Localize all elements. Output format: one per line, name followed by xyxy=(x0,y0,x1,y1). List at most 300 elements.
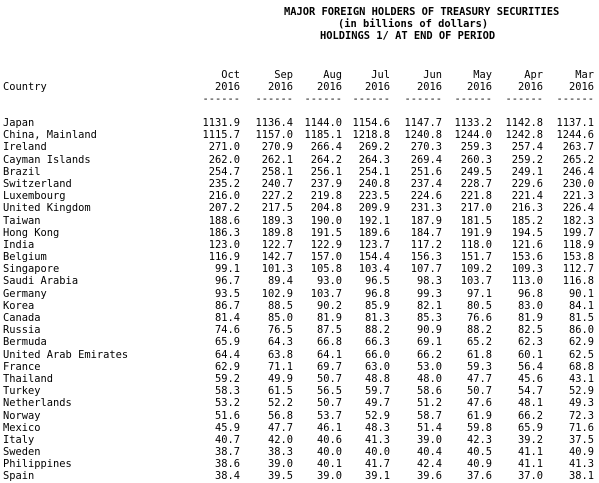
holding-value: 235.2 xyxy=(208,177,240,190)
holding-value: 217.5 xyxy=(261,202,293,215)
holding-value: 227.2 xyxy=(261,190,293,203)
header-dashes: ------ xyxy=(352,93,390,105)
holding-value: 81.9 xyxy=(316,312,342,324)
holding-value: 62.3 xyxy=(517,336,543,349)
holding-value: 224.6 xyxy=(410,190,442,203)
holding-value: 188.6 xyxy=(208,214,240,227)
holding-value: 221.4 xyxy=(511,190,543,203)
table-row xyxy=(0,373,599,385)
table-row xyxy=(0,446,599,458)
country-name: Ireland xyxy=(3,141,47,154)
holding-value: 121.6 xyxy=(511,238,543,251)
table-row xyxy=(0,154,599,166)
holding-value: 109.3 xyxy=(511,263,543,276)
holding-value: 41.1 xyxy=(517,446,543,459)
holding-value: 41.1 xyxy=(517,458,543,471)
holding-value: 39.0 xyxy=(316,470,342,483)
holding-value: 59.7 xyxy=(364,385,390,398)
table-row xyxy=(0,458,599,470)
month-header: Jul xyxy=(371,69,390,81)
holding-value: 81.3 xyxy=(364,312,390,324)
holding-value: 263.7 xyxy=(562,141,594,154)
table-row xyxy=(0,434,599,446)
holding-value: 93.0 xyxy=(316,275,342,288)
holding-value: 265.2 xyxy=(562,153,594,166)
year-header: 2016 xyxy=(214,81,240,93)
holding-value: 221.8 xyxy=(460,190,492,203)
country-name: Germany xyxy=(3,287,47,300)
holding-value: 63.8 xyxy=(267,348,293,361)
holding-value: 1115.7 xyxy=(202,129,240,142)
holding-value: 66.3 xyxy=(364,336,390,349)
holding-value: 187.9 xyxy=(410,214,442,227)
holding-value: 40.7 xyxy=(214,433,240,446)
holding-value: 59.2 xyxy=(214,372,240,385)
holding-value: 262.0 xyxy=(208,153,240,166)
holding-value: 81.4 xyxy=(214,312,240,324)
table-row xyxy=(0,385,599,397)
holding-value: 237.4 xyxy=(410,177,442,190)
holding-value: 116.8 xyxy=(562,275,594,288)
country-name: France xyxy=(3,360,41,373)
holding-value: 259.2 xyxy=(511,153,543,166)
holding-value: 50.7 xyxy=(316,397,342,410)
holding-value: 112.7 xyxy=(562,263,594,276)
holding-value: 90.9 xyxy=(416,324,442,337)
holding-value: 209.9 xyxy=(358,202,390,215)
table-row xyxy=(0,410,599,422)
holding-value: 90.1 xyxy=(568,287,594,300)
holding-value: 113.0 xyxy=(511,275,543,288)
header-dashes: ------ xyxy=(454,93,492,105)
holding-value: 49.9 xyxy=(267,372,293,385)
holding-value: 40.9 xyxy=(568,446,594,459)
holding-value: 47.7 xyxy=(466,372,492,385)
holding-value: 1218.8 xyxy=(352,129,390,142)
table-row xyxy=(0,166,599,178)
holding-value: 47.7 xyxy=(267,421,293,434)
holding-value: 39.0 xyxy=(416,433,442,446)
holding-value: 96.7 xyxy=(214,275,240,288)
holding-value: 74.6 xyxy=(214,324,240,337)
holding-value: 81.5 xyxy=(568,312,594,324)
holding-value: 42.3 xyxy=(466,433,492,446)
holding-value: 191.9 xyxy=(460,226,492,239)
month-header: Aug xyxy=(323,69,342,81)
country-name: Brazil xyxy=(3,165,41,178)
holding-value: 1136.4 xyxy=(255,117,293,129)
holding-value: 86.7 xyxy=(214,299,240,312)
table-row xyxy=(0,349,599,361)
country-name: India xyxy=(3,238,35,251)
holding-value: 223.5 xyxy=(358,190,390,203)
holding-value: 82.1 xyxy=(416,299,442,312)
year-header: 2016 xyxy=(267,81,293,93)
holding-value: 204.8 xyxy=(310,202,342,215)
holding-value: 43.1 xyxy=(568,372,594,385)
holding-value: 97.1 xyxy=(466,287,492,300)
holding-value: 199.7 xyxy=(562,226,594,239)
holding-value: 65.9 xyxy=(517,421,543,434)
holding-value: 189.8 xyxy=(261,226,293,239)
holding-value: 64.3 xyxy=(267,336,293,349)
country-name: Norway xyxy=(3,409,41,422)
holding-value: 68.8 xyxy=(568,360,594,373)
holding-value: 40.5 xyxy=(466,446,492,459)
holding-value: 156.3 xyxy=(410,251,442,264)
country-name: Belgium xyxy=(3,251,47,264)
holding-value: 85.0 xyxy=(267,312,293,324)
holding-value: 48.1 xyxy=(517,397,543,410)
header-dashes: ------ xyxy=(304,93,342,105)
holding-value: 48.0 xyxy=(416,372,442,385)
holding-value: 103.4 xyxy=(358,263,390,276)
holding-value: 40.0 xyxy=(316,446,342,459)
holding-value: 61.5 xyxy=(267,385,293,398)
table-row xyxy=(0,312,599,324)
holding-value: 185.2 xyxy=(511,214,543,227)
holding-value: 48.3 xyxy=(364,421,390,434)
holding-value: 56.4 xyxy=(517,360,543,373)
table-row xyxy=(0,129,599,141)
holding-value: 259.3 xyxy=(460,141,492,154)
holding-value: 216.3 xyxy=(511,202,543,215)
holding-value: 194.5 xyxy=(511,226,543,239)
holding-value: 51.6 xyxy=(214,409,240,422)
holding-value: 1144.0 xyxy=(304,117,342,129)
country-column-header: Country xyxy=(3,81,47,93)
holding-value: 221.3 xyxy=(562,190,594,203)
holding-value: 88.5 xyxy=(267,299,293,312)
holding-value: 53.7 xyxy=(316,409,342,422)
country-name: Thailand xyxy=(3,372,54,385)
year-header: 2016 xyxy=(364,81,390,93)
holding-value: 98.3 xyxy=(416,275,442,288)
holding-value: 89.4 xyxy=(267,275,293,288)
holding-value: 116.9 xyxy=(208,251,240,264)
holding-value: 96.5 xyxy=(364,275,390,288)
holding-value: 45.9 xyxy=(214,421,240,434)
holding-value: 99.1 xyxy=(214,263,240,276)
holding-value: 52.2 xyxy=(267,397,293,410)
holding-value: 37.0 xyxy=(517,470,543,483)
holding-value: 105.8 xyxy=(310,263,342,276)
title-line-2: (in billions of dollars) xyxy=(338,18,489,30)
holding-value: 123.0 xyxy=(208,238,240,251)
holding-value: 51.4 xyxy=(416,421,442,434)
holding-value: 62.9 xyxy=(568,336,594,349)
holding-value: 251.6 xyxy=(410,165,442,178)
table-row xyxy=(0,227,599,239)
header-dashes: ------ xyxy=(404,93,442,105)
holding-value: 72.3 xyxy=(568,409,594,422)
holding-value: 1147.7 xyxy=(404,117,442,129)
holding-value: 41.3 xyxy=(568,458,594,471)
holding-value: 151.7 xyxy=(460,251,492,264)
holding-value: 41.7 xyxy=(364,458,390,471)
year-header: 2016 xyxy=(416,81,442,93)
holding-value: 157.0 xyxy=(310,251,342,264)
holding-value: 240.7 xyxy=(261,177,293,190)
holding-value: 87.5 xyxy=(316,324,342,337)
holding-value: 39.2 xyxy=(517,433,543,446)
holding-value: 269.2 xyxy=(358,141,390,154)
holding-value: 189.3 xyxy=(261,214,293,227)
country-name: Philippines xyxy=(3,458,72,471)
holding-value: 88.2 xyxy=(466,324,492,337)
country-name: Luxembourg xyxy=(3,190,66,203)
holding-value: 66.2 xyxy=(416,348,442,361)
header-dashes: ------ xyxy=(505,93,543,105)
country-name: Saudi Arabia xyxy=(3,275,79,288)
holding-value: 96.8 xyxy=(517,287,543,300)
holding-value: 266.4 xyxy=(310,141,342,154)
holding-value: 81.9 xyxy=(517,312,543,324)
holding-value: 118.9 xyxy=(562,238,594,251)
holding-value: 153.8 xyxy=(562,251,594,264)
table-row xyxy=(0,263,599,275)
holding-value: 1240.8 xyxy=(404,129,442,142)
holding-value: 264.3 xyxy=(358,153,390,166)
holding-value: 62.5 xyxy=(568,348,594,361)
holding-value: 186.3 xyxy=(208,226,240,239)
country-name: Korea xyxy=(3,299,35,312)
holding-value: 217.0 xyxy=(460,202,492,215)
holding-value: 1131.9 xyxy=(202,117,240,129)
holding-value: 39.1 xyxy=(364,470,390,483)
holding-value: 258.1 xyxy=(261,165,293,178)
month-header: Jun xyxy=(423,69,442,81)
holding-value: 37.6 xyxy=(466,470,492,483)
holding-value: 93.5 xyxy=(214,287,240,300)
holding-value: 53.2 xyxy=(214,397,240,410)
holding-value: 38.1 xyxy=(568,470,594,483)
holding-value: 153.6 xyxy=(511,251,543,264)
holding-value: 84.1 xyxy=(568,299,594,312)
country-name: Mexico xyxy=(3,421,41,434)
holding-value: 50.7 xyxy=(466,385,492,398)
country-name: Japan xyxy=(3,117,35,129)
holding-value: 99.3 xyxy=(416,287,442,300)
holding-value: 102.9 xyxy=(261,287,293,300)
holding-value: 52.9 xyxy=(364,409,390,422)
title-line-1: MAJOR FOREIGN HOLDERS OF TREASURY SECURITIES xyxy=(284,6,560,18)
country-name: Russia xyxy=(3,324,41,337)
holding-value: 62.9 xyxy=(214,360,240,373)
holding-value: 38.7 xyxy=(214,446,240,459)
holding-value: 254.1 xyxy=(358,165,390,178)
dash-separator-row xyxy=(0,93,599,105)
holding-value: 246.4 xyxy=(562,165,594,178)
holding-value: 64.1 xyxy=(316,348,342,361)
month-header-row xyxy=(0,69,599,81)
holding-value: 231.3 xyxy=(410,202,442,215)
holding-value: 122.7 xyxy=(261,238,293,251)
table-row xyxy=(0,324,599,336)
holding-value: 61.9 xyxy=(466,409,492,422)
holding-value: 49.7 xyxy=(364,397,390,410)
table-row xyxy=(0,202,599,214)
holding-value: 58.7 xyxy=(416,409,442,422)
country-name: Canada xyxy=(3,312,41,324)
holding-value: 123.7 xyxy=(358,238,390,251)
month-header: Mar xyxy=(575,69,594,81)
holding-value: 40.0 xyxy=(364,446,390,459)
holding-value: 271.0 xyxy=(208,141,240,154)
country-name: Spain xyxy=(3,470,35,483)
table-row xyxy=(0,361,599,373)
holding-value: 254.7 xyxy=(208,165,240,178)
table-row xyxy=(0,117,599,129)
country-name: Hong Kong xyxy=(3,226,60,239)
holding-value: 53.0 xyxy=(416,360,442,373)
holding-value: 226.4 xyxy=(562,202,594,215)
holding-value: 39.0 xyxy=(267,458,293,471)
country-name: Singapore xyxy=(3,263,60,276)
holding-value: 1242.8 xyxy=(505,129,543,142)
holding-value: 219.8 xyxy=(310,190,342,203)
holding-value: 56.5 xyxy=(316,385,342,398)
holding-value: 230.0 xyxy=(562,177,594,190)
holding-value: 229.6 xyxy=(511,177,543,190)
holding-value: 192.1 xyxy=(358,214,390,227)
holding-value: 66.0 xyxy=(364,348,390,361)
holding-value: 40.6 xyxy=(316,433,342,446)
holding-value: 117.2 xyxy=(410,238,442,251)
table-row xyxy=(0,300,599,312)
month-header: May xyxy=(473,69,492,81)
holding-value: 71.6 xyxy=(568,421,594,434)
year-header: 2016 xyxy=(517,81,543,93)
holdings-table xyxy=(0,117,599,483)
holding-value: 122.9 xyxy=(310,238,342,251)
country-name: Bermuda xyxy=(3,336,47,349)
holding-value: 1244.0 xyxy=(454,129,492,142)
holding-value: 1154.6 xyxy=(352,117,390,129)
holding-value: 38.3 xyxy=(267,446,293,459)
holding-value: 109.2 xyxy=(460,263,492,276)
holding-value: 59.8 xyxy=(466,421,492,434)
holding-value: 240.8 xyxy=(358,177,390,190)
holding-value: 184.7 xyxy=(410,226,442,239)
holding-value: 65.2 xyxy=(466,336,492,349)
table-row xyxy=(0,336,599,348)
holding-value: 49.3 xyxy=(568,397,594,410)
country-name: China, Mainland xyxy=(3,129,97,142)
table-row xyxy=(0,251,599,263)
holding-value: 189.6 xyxy=(358,226,390,239)
holding-value: 64.4 xyxy=(214,348,240,361)
holding-value: 47.6 xyxy=(466,397,492,410)
holding-value: 103.7 xyxy=(310,287,342,300)
holding-value: 270.9 xyxy=(261,141,293,154)
holding-value: 90.2 xyxy=(316,299,342,312)
holding-value: 69.1 xyxy=(416,336,442,349)
country-name: United Arab Emirates xyxy=(3,348,129,361)
table-row xyxy=(0,288,599,300)
holding-value: 40.9 xyxy=(466,458,492,471)
holding-value: 40.4 xyxy=(416,446,442,459)
holding-value: 1137.1 xyxy=(556,117,594,129)
holding-value: 191.5 xyxy=(310,226,342,239)
holding-value: 51.2 xyxy=(416,397,442,410)
holding-value: 54.7 xyxy=(517,385,543,398)
holding-value: 60.1 xyxy=(517,348,543,361)
holding-value: 65.9 xyxy=(214,336,240,349)
header-dashes: ------ xyxy=(202,93,240,105)
holding-value: 257.4 xyxy=(511,141,543,154)
holding-value: 39.6 xyxy=(416,470,442,483)
holding-value: 80.5 xyxy=(466,299,492,312)
holding-value: 46.1 xyxy=(316,421,342,434)
table-row xyxy=(0,178,599,190)
holding-value: 256.1 xyxy=(310,165,342,178)
table-row xyxy=(0,422,599,434)
holding-value: 71.1 xyxy=(267,360,293,373)
country-name: Sweden xyxy=(3,446,41,459)
holding-value: 262.1 xyxy=(261,153,293,166)
holding-value: 42.0 xyxy=(267,433,293,446)
holding-value: 270.3 xyxy=(410,141,442,154)
country-name: Italy xyxy=(3,433,35,446)
holding-value: 42.4 xyxy=(416,458,442,471)
holding-value: 59.3 xyxy=(466,360,492,373)
month-header: Oct xyxy=(221,69,240,81)
holding-value: 103.7 xyxy=(460,275,492,288)
holding-value: 86.0 xyxy=(568,324,594,337)
holding-value: 76.5 xyxy=(267,324,293,337)
holding-value: 237.9 xyxy=(310,177,342,190)
holding-value: 56.8 xyxy=(267,409,293,422)
holding-value: 1133.2 xyxy=(454,117,492,129)
holding-value: 207.2 xyxy=(208,202,240,215)
holding-value: 37.5 xyxy=(568,433,594,446)
holding-value: 76.6 xyxy=(466,312,492,324)
holding-value: 96.8 xyxy=(364,287,390,300)
holding-value: 85.3 xyxy=(416,312,442,324)
holding-value: 52.9 xyxy=(568,385,594,398)
country-name: Switzerland xyxy=(3,177,72,190)
holding-value: 269.4 xyxy=(410,153,442,166)
header-dashes: ------ xyxy=(255,93,293,105)
holding-value: 107.7 xyxy=(410,263,442,276)
holding-value: 41.3 xyxy=(364,433,390,446)
holding-value: 249.5 xyxy=(460,165,492,178)
table-row xyxy=(0,239,599,251)
holding-value: 66.8 xyxy=(316,336,342,349)
holding-value: 264.2 xyxy=(310,153,342,166)
holding-value: 40.1 xyxy=(316,458,342,471)
holding-value: 1142.8 xyxy=(505,117,543,129)
holding-value: 66.2 xyxy=(517,409,543,422)
holding-value: 58.3 xyxy=(214,385,240,398)
month-header: Apr xyxy=(524,69,543,81)
holding-value: 82.5 xyxy=(517,324,543,337)
holding-value: 1244.6 xyxy=(556,129,594,142)
header-dashes: ------ xyxy=(556,93,594,105)
holding-value: 48.8 xyxy=(364,372,390,385)
holding-value: 38.6 xyxy=(214,458,240,471)
holding-value: 58.6 xyxy=(416,385,442,398)
holding-value: 228.7 xyxy=(460,177,492,190)
holding-value: 83.0 xyxy=(517,299,543,312)
year-header: 2016 xyxy=(568,81,594,93)
month-header: Sep xyxy=(274,69,293,81)
holding-value: 38.4 xyxy=(214,470,240,483)
holding-value: 63.0 xyxy=(364,360,390,373)
holding-value: 190.0 xyxy=(310,214,342,227)
title-line-3: HOLDINGS 1/ AT END OF PERIOD xyxy=(320,30,496,42)
